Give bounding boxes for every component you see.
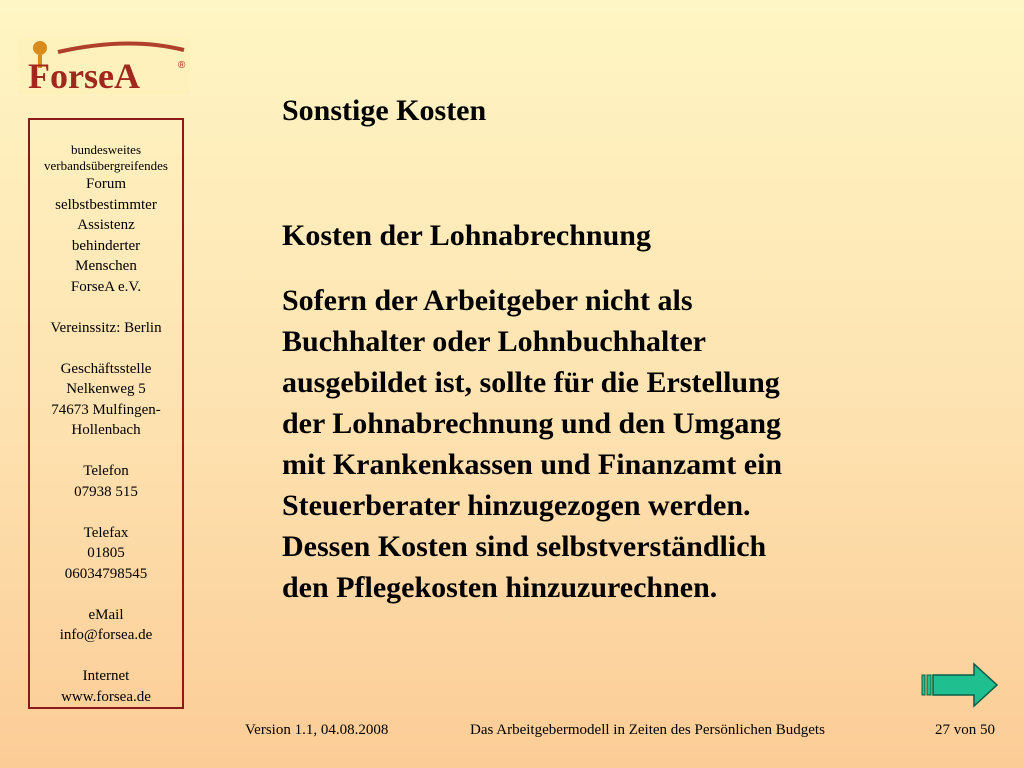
org-line: selbstbestimmter: [55, 196, 157, 213]
org-line: verbandsübergreifendes: [44, 158, 168, 173]
office-line: Nelkenweg 5: [66, 381, 146, 397]
phone-label: Telefon: [83, 463, 129, 479]
organization-info-box: [28, 118, 184, 709]
body-line: Buchhalter oder Lohnbuchhalter: [282, 325, 706, 358]
body-line: mit Krankenkassen und Finanzamt ein: [282, 448, 783, 481]
org-line: bundesweites: [70, 142, 142, 157]
footer-version: Version 1.1, 04.08.2008: [245, 722, 389, 738]
email-label: eMail: [88, 606, 124, 623]
org-line: Forum: [85, 176, 126, 192]
slide-subtitle: Kosten der Lohnabrechnung: [282, 219, 651, 252]
office-line: Geschäftsstelle: [60, 360, 152, 377]
email-address: info@forsea.de: [59, 627, 153, 643]
svg-text:®: ®: [178, 60, 186, 71]
next-slide-button[interactable]: [920, 662, 1000, 708]
body-line: der Lohnabrechnung und den Umgang: [282, 407, 782, 440]
fax-label: Telefax: [83, 524, 129, 541]
office-line: 74673 Mulfingen-: [51, 401, 161, 418]
slide-body: [282, 280, 882, 608]
body-line: Steuerberater hinzugezogen werden.: [282, 489, 751, 522]
footer-page-number: 27 von 50: [935, 722, 995, 738]
body-line: den Pflegekosten hinzuzurechnen.: [282, 571, 718, 604]
logo-text: ForseA: [28, 56, 140, 94]
internet-label: Internet: [82, 668, 130, 684]
body-line: Dessen Kosten sind selbstverständlich: [282, 530, 767, 563]
fax-number: 06034798545: [64, 565, 148, 582]
phone-number: 07938 515: [74, 483, 138, 500]
footer-presentation-title: Das Arbeitgebermodell in Zeiten des Persönlichen Budgets: [470, 722, 825, 738]
office-line: Hollenbach: [71, 422, 141, 438]
org-line: ForseA e.V.: [70, 278, 142, 295]
website-url: www.forsea.de: [61, 688, 151, 705]
org-line: behinderter: [71, 237, 141, 254]
arrow-right-icon: [920, 662, 1000, 708]
body-line: ausgebildet ist, sollte für die Erstellung: [282, 366, 780, 399]
org-line: Assistenz: [77, 217, 135, 233]
forsea-logo: [18, 38, 190, 94]
seat-line: Vereinssitz: Berlin: [50, 319, 162, 336]
body-line: Sofern der Arbeitgeber nicht als: [282, 284, 693, 317]
fax-number: 01805: [87, 545, 125, 561]
org-line: Menschen: [75, 258, 137, 274]
slide-title: Sonstige Kosten: [282, 94, 487, 127]
